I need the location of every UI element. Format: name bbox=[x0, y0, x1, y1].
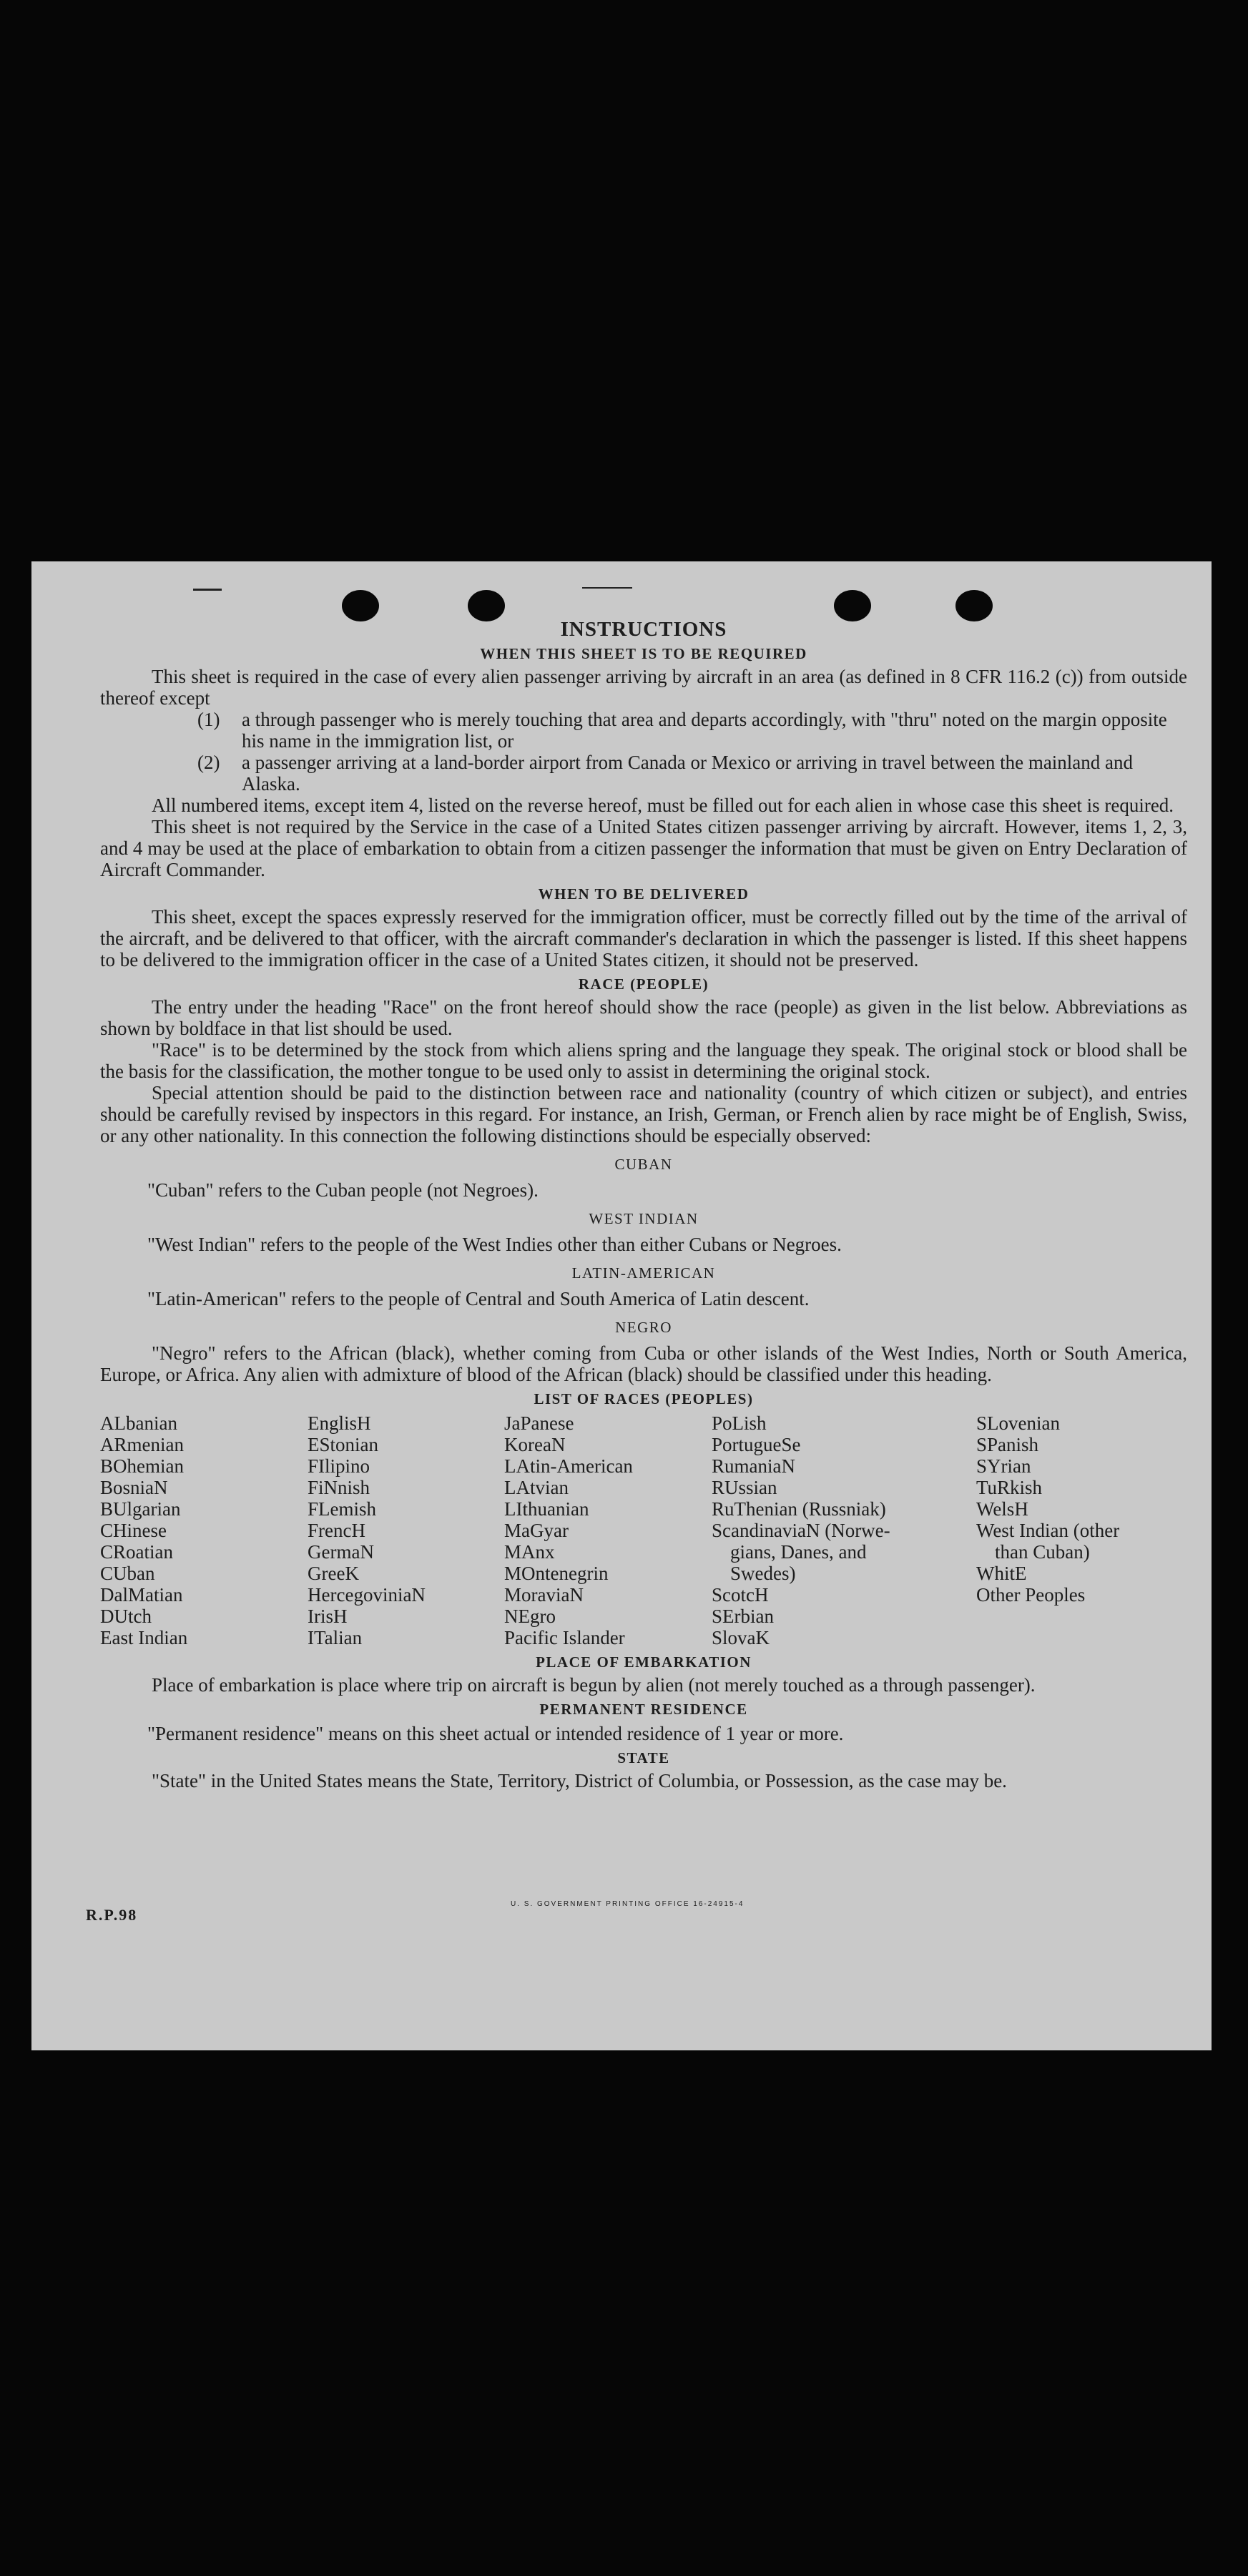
race-entry: CHinese bbox=[100, 1520, 167, 1541]
paragraph: "Race" is to be determined by the stock from which aliens spring and the language they speak. The original stock or blood shall be the basis for the classification, the mother tongue to be used only to assist in determining the original stock. bbox=[100, 1039, 1187, 1082]
race-entry: SErbian bbox=[712, 1606, 774, 1627]
list-item bbox=[197, 709, 1187, 752]
paragraph: This sheet, except the spaces expressly reserved for the immigration officer, must be correctly filled out by the time of the arrival of the aircraft, and be delivered to that officer, with the aircraft commander's declaration in which the passenger is listed. If this sheet happens to be delivered to the immigration officer in the case of a United States citizen, it should not be preserved. bbox=[100, 906, 1187, 970]
section-heading: LATIN-AMERICAN bbox=[571, 1264, 716, 1282]
list-item bbox=[197, 752, 1187, 795]
section-heading: PLACE OF EMBARKATION bbox=[536, 1653, 752, 1671]
paragraph: All numbered items, except item 4, listed on the reverse hereof, must be filled out for each alien in whose case this sheet is required. bbox=[152, 795, 1174, 816]
races-column bbox=[976, 1412, 1187, 1648]
race-entry: FrencH bbox=[308, 1520, 365, 1541]
page-title: INSTRUCTIONS bbox=[560, 618, 727, 641]
race-entry: IrisH bbox=[308, 1606, 348, 1627]
paragraph: This sheet is not required by the Service in the case of a United States citizen passenger arriving by aircraft. However, items 1, 2, 3, and 4 may be used at the place of embarkation to obtain from a citizen passenger the information that must be given on Entry Declaration of Aircraft Commander. bbox=[100, 816, 1187, 880]
race-entry: Pacific Islander bbox=[504, 1627, 625, 1648]
race-entry: West Indian (other bbox=[976, 1520, 1120, 1541]
ink-mark bbox=[193, 589, 222, 591]
race-entry: TuRkish bbox=[976, 1477, 1043, 1498]
race-entry: GermaN bbox=[308, 1541, 374, 1563]
race-entry: FiNnish bbox=[308, 1477, 370, 1498]
race-entry: WhitE bbox=[976, 1563, 1027, 1584]
section-heading: STATE bbox=[617, 1749, 670, 1766]
section-heading: WHEN TO BE DELIVERED bbox=[538, 885, 750, 903]
paragraph: "State" in the United States means the State, Territory, District of Columbia, or Possession, as the case may be. bbox=[152, 1770, 1007, 1791]
race-entry: LAtvian bbox=[504, 1477, 569, 1498]
paragraph: This sheet is required in the case of every alien passenger arriving by aircraft in an area (as defined in 8 CFR 116.2 (c)) from outside thereof except bbox=[100, 666, 1187, 709]
paragraph: Place of embarkation is place where trip on aircraft is begun by alien (not merely touched as a through passenger). bbox=[152, 1674, 1036, 1696]
race-entry: MAnx bbox=[504, 1541, 555, 1563]
section-heading: WEST INDIAN bbox=[589, 1210, 699, 1227]
punch-hole bbox=[955, 590, 993, 621]
race-entry: RuThenian (Russniak) bbox=[712, 1498, 886, 1520]
item-text: a passenger arriving at a land-border airport from Canada or Mexico or arriving in travel between the mainland and Alaska. bbox=[242, 752, 1134, 795]
race-entry: ALbanian bbox=[100, 1412, 177, 1434]
race-entry: NEgro bbox=[504, 1606, 556, 1627]
definition: "Negro" refers to the African (black), whether coming from Cuba or other islands of the West Indies, North or South America, Europe, or Africa. Any alien with admixture of blood of the African (black) should be classified under this heading. bbox=[100, 1342, 1187, 1385]
races-list bbox=[100, 1412, 1187, 1648]
race-entry: WelsH bbox=[976, 1498, 1028, 1520]
race-entry: RumaniaN bbox=[712, 1455, 795, 1477]
race-entry: SYrian bbox=[976, 1455, 1031, 1477]
race-entry: SLovenian bbox=[976, 1412, 1060, 1434]
races-column bbox=[712, 1412, 976, 1648]
race-entry: CRoatian bbox=[100, 1541, 173, 1563]
definition: "West Indian" refers to the people of the West Indies other than either Cubans or Negroes. bbox=[147, 1234, 842, 1255]
definition: "Latin-American" refers to the people of Central and South America of Latin descent. bbox=[147, 1288, 810, 1309]
race-entry: ScandinaviaN (Norwe- bbox=[712, 1520, 890, 1541]
race-entry: ITalian bbox=[308, 1627, 363, 1648]
paragraph: "Permanent residence" means on this sheet actual or intended residence of 1 year or more. bbox=[147, 1723, 844, 1744]
definition: "Cuban" refers to the Cuban people (not Negroes). bbox=[147, 1179, 539, 1201]
race-entry: BosniaN bbox=[100, 1477, 168, 1498]
section-heading: WHEN THIS SHEET IS TO BE REQUIRED bbox=[480, 645, 807, 662]
section-heading: PERMANENT RESIDENCE bbox=[539, 1701, 748, 1718]
race-entry: Swedes) bbox=[730, 1563, 796, 1584]
paragraph: Special attention should be paid to the distinction between race and nationality (country of which citizen or subject), and entries should be carefully revised by inspectors in this regard. For instance, an Irish, German, or French alien by race might be of English, Swiss, or any other nationality. In this connection the following distinctions should be especially observed: bbox=[100, 1082, 1187, 1146]
form-code: R.P.98 bbox=[86, 1906, 138, 1924]
race-entry: HercegoviniaN bbox=[308, 1584, 426, 1606]
instructions-body bbox=[100, 619, 1187, 1791]
race-entry: RUssian bbox=[712, 1477, 777, 1498]
races-column bbox=[504, 1412, 712, 1648]
race-entry: PoLish bbox=[712, 1412, 767, 1434]
item-text: a through passenger who is merely touching that area and departs accordingly, with "thru" noted on the margin opposite his name in the immigration list, or bbox=[242, 709, 1167, 752]
section-heading: NEGRO bbox=[615, 1319, 672, 1336]
document-sheet bbox=[31, 561, 1212, 2050]
race-entry: LAtin-American bbox=[504, 1455, 633, 1477]
item-number: (2) bbox=[197, 752, 220, 773]
race-entry: BUlgarian bbox=[100, 1498, 181, 1520]
punch-hole bbox=[834, 590, 871, 621]
section-heading: CUBAN bbox=[614, 1156, 673, 1173]
race-entry: MOntenegrin bbox=[504, 1563, 609, 1584]
race-entry: ARmenian bbox=[100, 1434, 184, 1455]
punch-hole bbox=[468, 590, 505, 621]
race-entry: SlovaK bbox=[712, 1627, 770, 1648]
section-heading: LIST OF RACES (PEOPLES) bbox=[534, 1390, 754, 1407]
race-entry: than Cuban) bbox=[995, 1541, 1090, 1563]
race-entry: FLemish bbox=[308, 1498, 377, 1520]
race-entry: Other Peoples bbox=[976, 1584, 1086, 1606]
item-number: (1) bbox=[197, 709, 220, 730]
races-column bbox=[308, 1412, 504, 1648]
race-entry: LIthuanian bbox=[504, 1498, 589, 1520]
race-entry: EStonian bbox=[308, 1434, 378, 1455]
paragraph: The entry under the heading "Race" on the front hereof should show the race (people) as given in the list below. Abbreviations as shown by boldface in that list should be used. bbox=[100, 996, 1187, 1039]
printer-imprint: U. S. GOVERNMENT PRINTING OFFICE 16-24915-4 bbox=[511, 1900, 745, 1908]
race-entry: MaGyar bbox=[504, 1520, 569, 1541]
race-entry: GreeK bbox=[308, 1563, 359, 1584]
race-entry: MoraviaN bbox=[504, 1584, 584, 1606]
race-entry: DalMatian bbox=[100, 1584, 183, 1606]
section-heading: RACE (PEOPLE) bbox=[578, 975, 709, 993]
race-entry: DUtch bbox=[100, 1606, 152, 1627]
punch-hole bbox=[342, 590, 379, 621]
race-entry: ScotcH bbox=[712, 1584, 769, 1606]
race-entry: BOhemian bbox=[100, 1455, 184, 1477]
race-entry: FIlipino bbox=[308, 1455, 370, 1477]
race-entry: CUban bbox=[100, 1563, 155, 1584]
race-entry: East Indian bbox=[100, 1627, 188, 1648]
race-entry: SPanish bbox=[976, 1434, 1039, 1455]
race-entry: gians, Danes, and bbox=[730, 1541, 867, 1563]
race-entry: PortugueSe bbox=[712, 1434, 801, 1455]
ink-mark bbox=[582, 587, 632, 589]
race-entry: EnglisH bbox=[308, 1412, 371, 1434]
races-column bbox=[100, 1412, 308, 1648]
race-entry: KoreaN bbox=[504, 1434, 566, 1455]
race-entry: JaPanese bbox=[504, 1412, 574, 1434]
